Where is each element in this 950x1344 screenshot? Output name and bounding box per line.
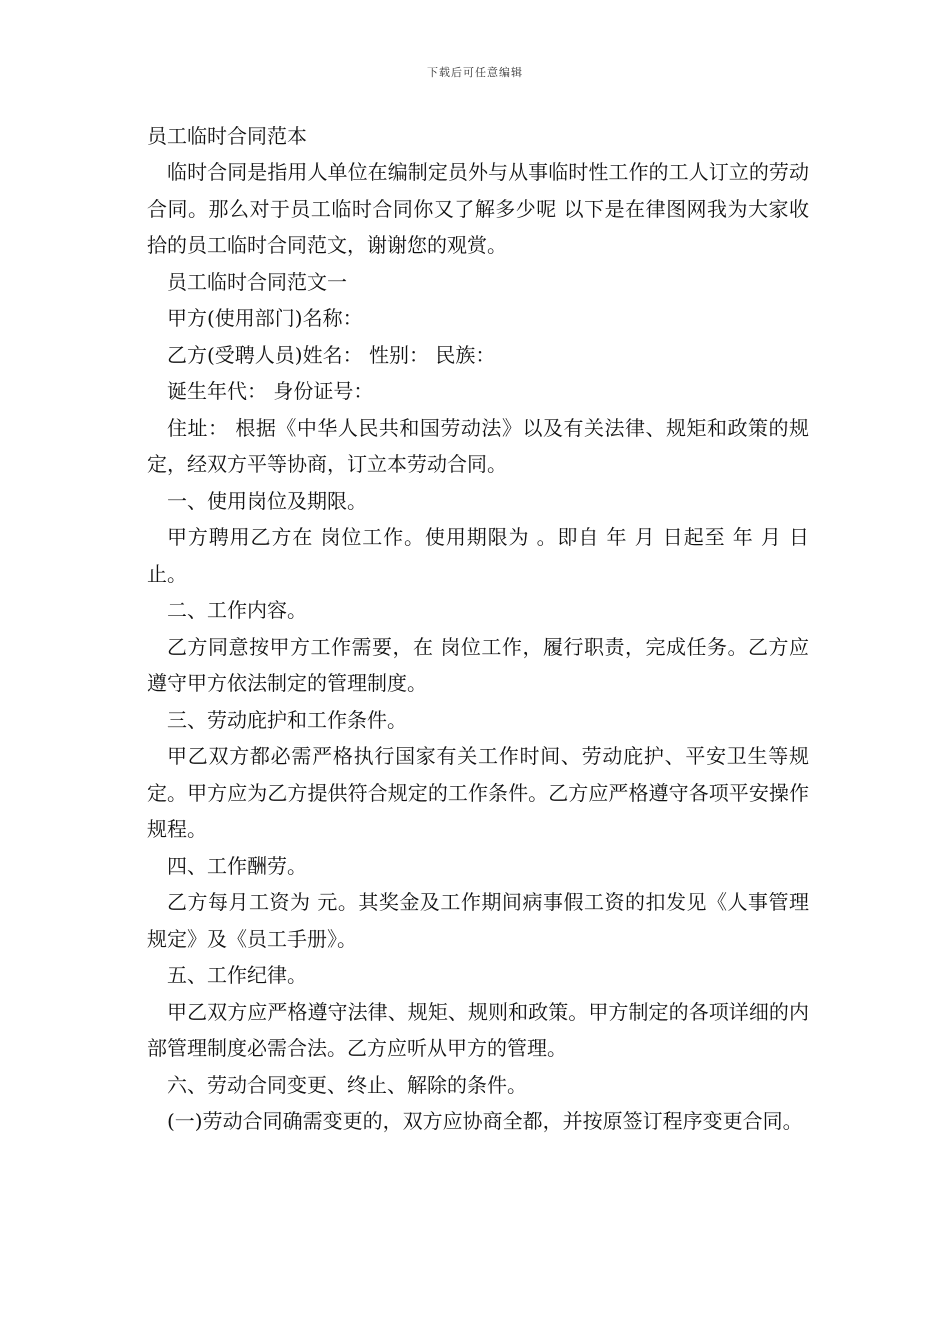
clause-text-3: 甲乙双方都必需严格执行国家有关工作时间、劳动庇护、平安卫生等规定。甲方应为乙方提供符合规定的工作条件。乙方应严格遵守各项平安操作规程。 <box>147 744 809 841</box>
paragraph-intro: 临时合同是指用人单位在编制定员外与从事临时性工作的工人订立的劳动合同。那么对于员工临时合同你又了解多少呢 以下是在律图网我为大家收拾的员工临时合同范文，谢谢您的观赏。 <box>147 160 809 257</box>
clause-heading-3: 三、劳动庇护和工作条件。 <box>167 707 407 732</box>
clause-text-6-1: (一)劳动合同确需变更的，双方应协商全都，并按原签订程序变更合同。 <box>167 1109 803 1133</box>
clause-heading-4: 四、工作酬劳。 <box>167 853 307 878</box>
clause-text-5: 甲乙双方应严格遵守法律、规矩、规则和政策。甲方制定的各项详细的内部管理制度必需合法。乙方应听从甲方的管理。 <box>147 999 809 1060</box>
clause-heading-5: 五、工作纪律。 <box>167 963 307 987</box>
clause-heading-1: 一、使用岗位及期限。 <box>167 488 367 513</box>
field-party-b-info: 乙方(受聘人员)姓名： 性别： 民族： <box>167 342 496 367</box>
clause-text-2: 乙方同意按甲方工作需要，在 岗位工作，履行职责，完成任务。乙方应遵守甲方依法制定的管理制度。 <box>147 634 809 695</box>
field-address-preamble: 住址： 根据《中华人民共和国劳动法》以及有关法律、规矩和政策的规定，经双方平等协商，订立本劳动合同。 <box>147 415 809 476</box>
clause-heading-2: 二、工作内容。 <box>167 598 307 622</box>
document-body <box>147 118 809 1140</box>
clause-text-1: 甲方聘用乙方在 岗位工作。使用期限为 。即自 年 月 日起至 年 月 日止。 <box>147 525 809 586</box>
field-party-a-name: 甲方(使用部门)名称： <box>167 306 363 330</box>
clause-heading-6: 六、劳动合同变更、终止、解除的条件。 <box>167 1072 527 1097</box>
section-heading-sample-one: 员工临时合同范文一 <box>167 269 347 294</box>
page-header-note: 下载后可任意编辑 <box>427 66 523 79</box>
document-title: 员工临时合同范本 <box>147 124 307 148</box>
clause-text-4: 乙方每月工资为 元。其奖金及工作期间病事假工资的扣发见《人事管理规定》及《员工手册》。 <box>147 890 809 951</box>
field-birth-id: 诞生年代： 身份证号： <box>167 379 374 403</box>
